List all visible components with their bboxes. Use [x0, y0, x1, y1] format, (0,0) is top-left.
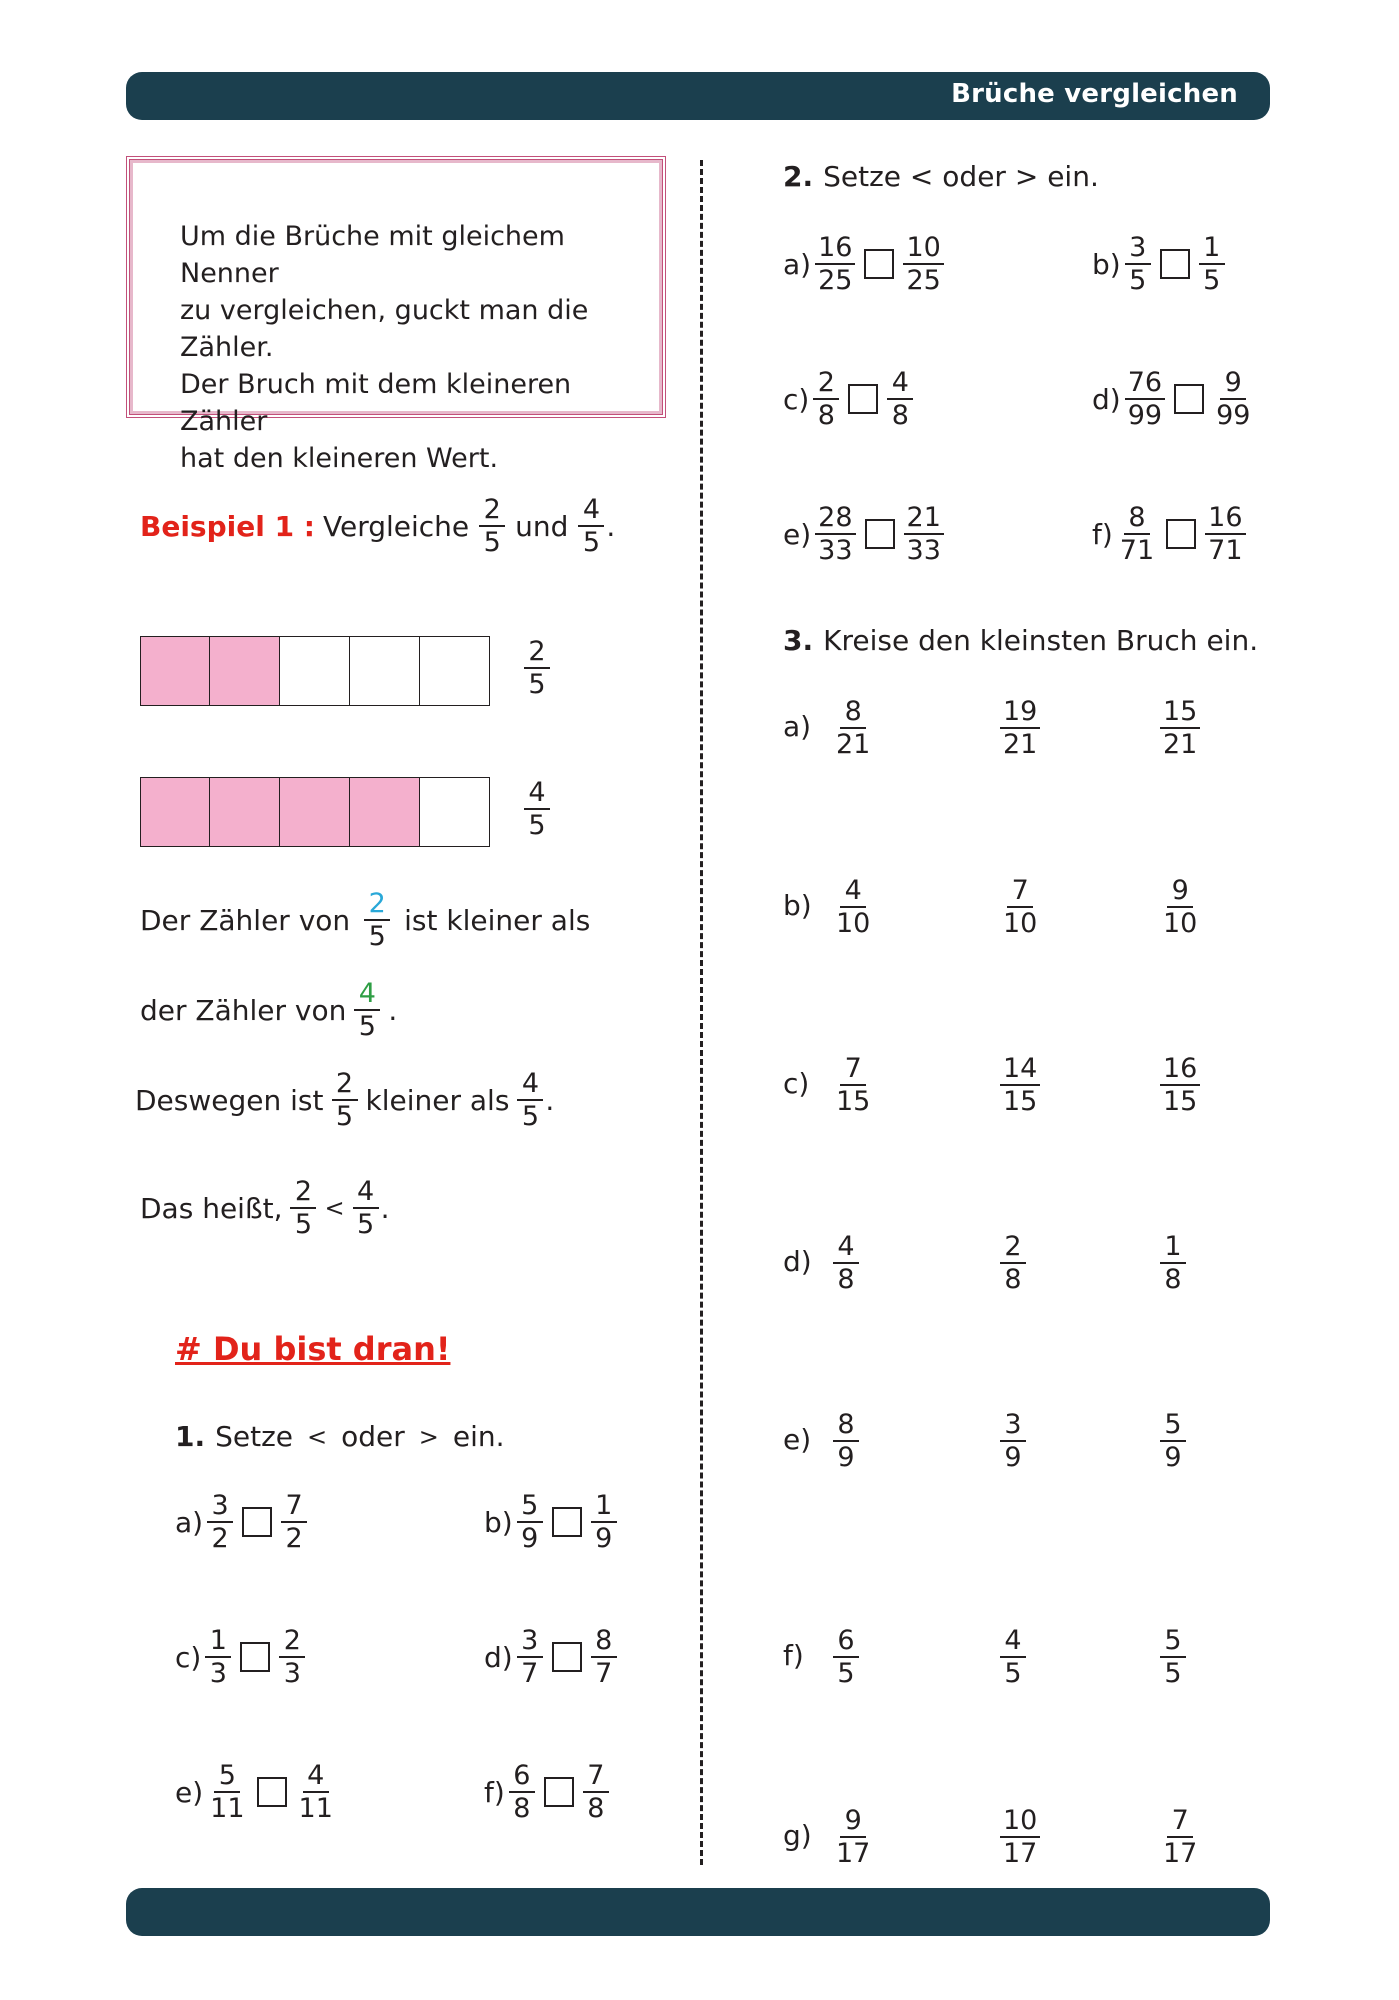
item-label: e)	[175, 1775, 204, 1809]
explanation-line-4: Das heißt, $\frac{2}{5}$ < $\frac{4}{5}$ .	[140, 1176, 390, 1240]
comparison-item	[484, 1625, 617, 1689]
choice-fraction[interactable]: $\frac{1}{8}$	[1160, 1231, 1186, 1295]
fraction: $\frac{4}{5}$	[517, 1068, 543, 1132]
row-label: g)	[783, 1819, 812, 1852]
item-label: a)	[175, 1505, 204, 1539]
comparison-item	[783, 502, 944, 566]
fraction: $\frac{1}{9}$	[591, 1490, 617, 1554]
empty-cell	[420, 777, 490, 847]
choice-fraction[interactable]: $\frac{5}{9}$	[1160, 1409, 1186, 1473]
item-label: c)	[783, 382, 810, 416]
column-divider	[700, 160, 703, 1865]
row-label: e)	[783, 1423, 812, 1456]
choice-fraction[interactable]: $\frac{7}{15}$	[836, 1053, 871, 1117]
fraction: $\frac{4}{5}$	[578, 494, 604, 558]
row-label: d)	[783, 1245, 812, 1278]
choice-fraction[interactable]: $\frac{7}{17}$	[1163, 1805, 1198, 1869]
comparison-item	[783, 367, 913, 431]
choice-fraction[interactable]: $\frac{4}{10}$	[836, 875, 871, 939]
fraction: $\frac{3}{2}$	[207, 1490, 233, 1554]
fraction: $\frac{28}{33}$	[815, 502, 855, 566]
choice-fraction[interactable]: $\frac{16}{15}$	[1160, 1053, 1200, 1117]
choice-fraction[interactable]: $\frac{5}{5}$	[1160, 1625, 1186, 1689]
choice-fraction[interactable]: $\frac{3}{9}$	[1000, 1409, 1026, 1473]
row-label: f)	[783, 1639, 804, 1672]
fraction: $\frac{3}{5}$	[1125, 232, 1151, 296]
fraction: $\frac{4}{5}$	[353, 1176, 379, 1240]
fraction: $\frac{9}{99}$	[1216, 367, 1251, 431]
item-label: c)	[175, 1640, 202, 1674]
info-line: zu vergleichen, guckt man die Zähler.	[180, 295, 589, 363]
fraction: $\frac{1}{5}$	[1199, 232, 1225, 296]
fraction: $\frac{7}{8}$	[583, 1760, 609, 1824]
answer-box[interactable]	[242, 1507, 272, 1537]
fraction: $\frac{3}{7}$	[517, 1625, 543, 1689]
fraction: $\frac{2}{5}$	[479, 494, 505, 558]
empty-cell	[280, 636, 350, 706]
fraction: $\frac{4}{11}$	[298, 1760, 333, 1824]
task1-heading: 1. Setze < oder > ein.	[175, 1420, 505, 1453]
example-text: Vergleiche	[323, 509, 470, 543]
fraction: $\frac{4}{5}$	[354, 978, 380, 1042]
empty-cell	[350, 636, 420, 706]
answer-box[interactable]	[552, 1507, 582, 1537]
example-heading: Beispiel 1 : Vergleiche $\frac{2}{5}$ und $\frac{4}{5}$ .	[140, 494, 616, 558]
empty-cell	[420, 636, 490, 706]
choice-fraction[interactable]: $\frac{6}{5}$	[833, 1625, 859, 1689]
filled-cell	[140, 777, 210, 847]
choice-fraction[interactable]: $\frac{9}{17}$	[836, 1805, 871, 1869]
info-text	[180, 218, 650, 477]
answer-box[interactable]	[1160, 249, 1190, 279]
bar-fraction-label: $\frac{4}{5}$	[524, 777, 550, 841]
choice-fraction[interactable]: $\frac{4}{8}$	[833, 1231, 859, 1295]
item-label: d)	[1092, 382, 1121, 416]
item-label: f)	[1092, 517, 1113, 551]
comparison-item	[175, 1490, 307, 1554]
fraction: $\frac{7}{2}$	[281, 1490, 307, 1554]
answer-box[interactable]	[865, 519, 895, 549]
comparison-item	[175, 1625, 305, 1689]
footer-bar	[126, 1888, 1270, 1936]
item-label: b)	[1092, 247, 1121, 281]
and-text: und	[515, 509, 569, 543]
info-line: Um die Brüche mit gleichem Nenner	[180, 221, 565, 289]
choice-fraction[interactable]: $\frac{8}{9}$	[833, 1409, 859, 1473]
filled-cell	[140, 636, 210, 706]
filled-cell	[210, 777, 280, 847]
choice-fraction[interactable]: $\frac{2}{8}$	[1000, 1231, 1026, 1295]
explanation-line-1: Der Zähler von $\frac{2}{5}$ ist kleiner als	[140, 888, 591, 952]
filled-cell	[280, 777, 350, 847]
item-label: d)	[484, 1640, 513, 1674]
choice-fraction[interactable]: $\frac{14}{15}$	[1000, 1053, 1040, 1117]
comparison-item	[1092, 232, 1225, 296]
row-label: b)	[783, 889, 812, 922]
header-bar	[126, 72, 1270, 120]
fraction: $\frac{2}{8}$	[813, 367, 839, 431]
choice-fraction[interactable]: $\frac{15}{21}$	[1160, 696, 1200, 760]
item-label: f)	[484, 1775, 505, 1809]
filled-cell	[210, 636, 280, 706]
choice-fraction[interactable]: $\frac{9}{10}$	[1163, 875, 1198, 939]
answer-box[interactable]	[1174, 384, 1204, 414]
bar-fraction-label: $\frac{2}{5}$	[524, 636, 550, 700]
answer-box[interactable]	[864, 249, 894, 279]
comparison-item	[1092, 367, 1253, 431]
answer-box[interactable]	[552, 1642, 582, 1672]
choice-fraction[interactable]: $\frac{8}{21}$	[836, 696, 871, 760]
answer-box[interactable]	[544, 1777, 574, 1807]
fraction: $\frac{2}{5}$	[290, 1176, 316, 1240]
choice-fraction[interactable]: $\frac{4}{5}$	[1000, 1625, 1026, 1689]
explanation-line-3: Deswegen ist $\frac{2}{5}$ kleiner als $\frac{4}{5}$ .	[135, 1068, 555, 1132]
fraction: $\frac{2}{3}$	[279, 1625, 305, 1689]
fraction: $\frac{76}{99}$	[1125, 367, 1165, 431]
fraction: $\frac{6}{8}$	[509, 1760, 535, 1824]
row-label: c)	[783, 1067, 810, 1100]
example-label: Beispiel 1 :	[140, 509, 315, 543]
fraction: $\frac{16}{71}$	[1205, 502, 1245, 566]
fraction-bar-model	[140, 636, 490, 706]
fraction: $\frac{16}{25}$	[815, 232, 855, 296]
filled-cell	[350, 777, 420, 847]
fraction-bar-model	[140, 777, 490, 847]
comparison-item	[484, 1490, 617, 1554]
fraction: $\frac{5}{9}$	[517, 1490, 543, 1554]
comparison-item	[175, 1760, 336, 1824]
page-title: Brüche vergleichen	[951, 79, 1238, 109]
fraction: $\frac{2}{5}$	[364, 888, 390, 952]
fraction: $\frac{8}{71}$	[1119, 502, 1155, 566]
item-label: a)	[783, 247, 812, 281]
task2-heading: 2. Setze < oder > ein.	[783, 160, 1099, 193]
info-line: hat den kleineren Wert.	[180, 443, 499, 474]
answer-box[interactable]	[848, 384, 878, 414]
choice-fraction[interactable]: $\frac{10}{17}$	[1000, 1805, 1040, 1869]
answer-box[interactable]	[240, 1642, 270, 1672]
comparison-item	[1092, 502, 1246, 566]
answer-box[interactable]	[1166, 519, 1196, 549]
answer-box[interactable]	[257, 1777, 287, 1807]
item-label: b)	[484, 1505, 513, 1539]
your-turn-heading: # Du bist dran!	[175, 1330, 451, 1368]
fraction: $\frac{21}{33}$	[904, 502, 944, 566]
row-label: a)	[783, 710, 812, 743]
comparison-item	[484, 1760, 609, 1824]
choice-fraction[interactable]: $\frac{19}{21}$	[1000, 696, 1040, 760]
choice-fraction[interactable]: $\frac{7}{10}$	[1003, 875, 1038, 939]
fraction: $\frac{4}{8}$	[887, 367, 913, 431]
info-line: Der Bruch mit dem kleineren Zähler	[180, 369, 572, 437]
task3-heading: 3. Kreise den kleinsten Bruch ein.	[783, 624, 1259, 657]
explanation-line-2: der Zähler von $\frac{4}{5}$ .	[140, 978, 398, 1042]
item-label: e)	[783, 517, 812, 551]
fraction: $\frac{8}{7}$	[591, 1625, 617, 1689]
fraction: $\frac{1}{3}$	[205, 1625, 231, 1689]
fraction: $\frac{5}{11}$	[210, 1760, 245, 1824]
comparison-item	[783, 232, 944, 296]
fraction: $\frac{2}{5}$	[332, 1068, 358, 1132]
fraction: $\frac{10}{25}$	[903, 232, 943, 296]
